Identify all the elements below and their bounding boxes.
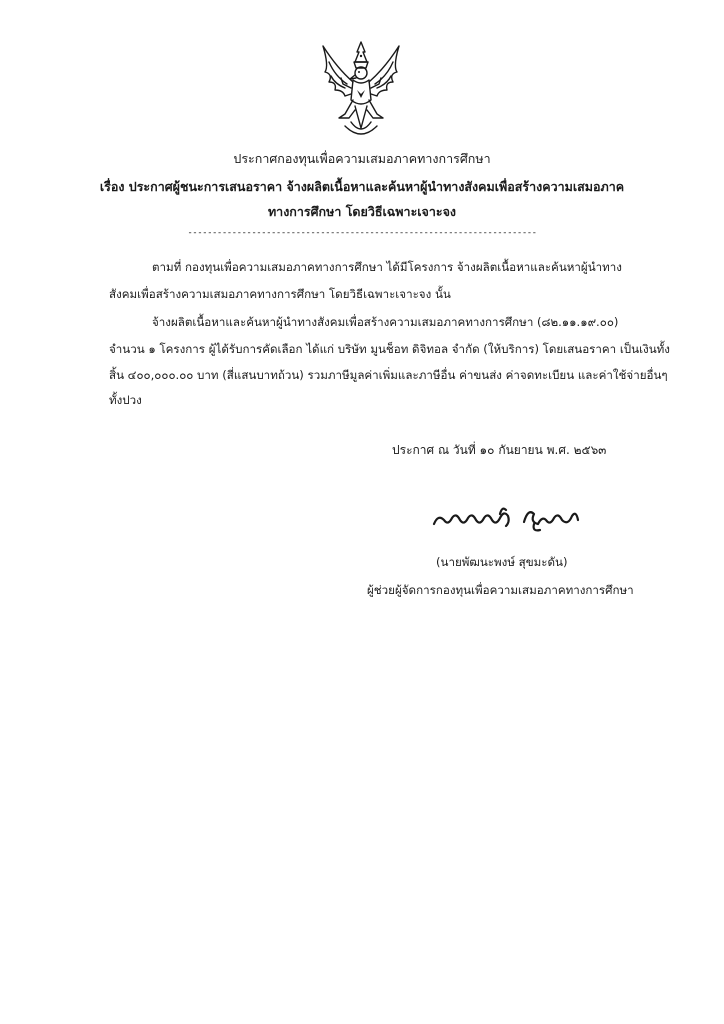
announcement-subject: เรื่อง ประกาศผู้ชนะการเสนอราคา จ้างผลิตเนื้อหาและค้นหาผู้นำทางสังคมเพื่อสร้างความเสมอภาค [99, 179, 625, 194]
garuda-emblem-icon [315, 38, 407, 140]
body-line: ทั้งปวง [109, 393, 142, 407]
body-line: สังคมเพื่อสร้างความเสมอภาคทางการศึกษา โดยวิธีเฉพาะเจาะจง นั้น [109, 287, 451, 301]
announcement-date: ประกาศ ณ วันที่ ๑๐ กันยายน พ.ศ. ๒๕๖๓ [392, 443, 607, 457]
signer-position: ผู้ช่วยผู้จัดการกองทุนเพื่อความเสมอภาคทางการศึกษา [367, 583, 634, 597]
handwritten-signature-icon [430, 500, 590, 536]
body-line: จำนวน ๑ โครงการ ผู้ได้รับการคัดเลือก ได้แก่ บริษัท มูนช็อท ดิจิทอล จำกัด (ให้บริการ) โดยเสนอราคา เป็นเงินทั้ง [109, 342, 670, 356]
announcement-heading: ประกาศกองทุนเพื่อความเสมอภาคทางการศึกษา [233, 151, 491, 166]
body-line: ตามที่ กองทุนเพื่อความเสมอภาคทางการศึกษา ได้มีโครงการ จ้างผลิตเนื้อหาและค้นหาผู้นำทาง [152, 260, 622, 274]
signer-name: (นายพัฒนะพงษ์ สุขมะดัน) [436, 555, 568, 569]
announcement-subject-continued: ทางการศึกษา โดยวิธีเฉพาะเจาะจง [267, 204, 457, 219]
body-line: สิ้น ๔๐๐,๐๐๐.๐๐ บาท (สี่แสนบาทถ้วน) รวมภาษีมูลค่าเพิ่มและภาษีอื่น ค่าขนส่ง ค่าจดทะเบียน และค่าใช้จ่ายอื่นๆ [109, 368, 668, 382]
separator-line: ----------------------------------------------------------------------- [187, 228, 537, 238]
body-line: จ้างผลิตเนื้อหาและค้นหาผู้นำทางสังคมเพื่อสร้างความเสมอภาคทางการศึกษา (๘๒.๑๑.๑๙.๐๐) [152, 315, 619, 329]
